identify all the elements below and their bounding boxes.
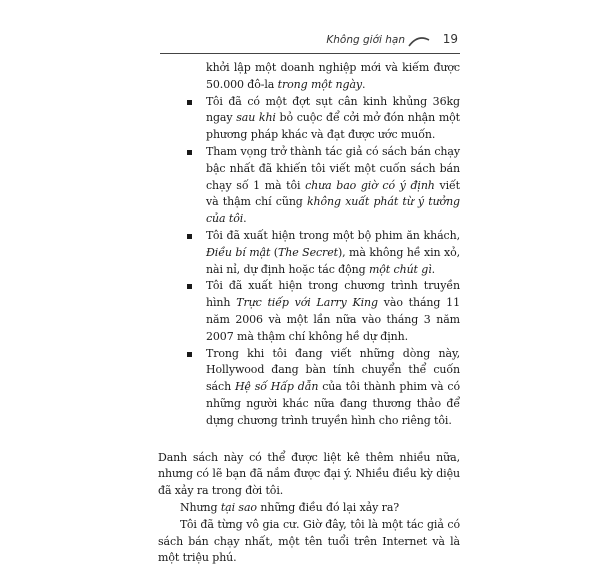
page-body [158, 60, 460, 567]
bullet-icon [187, 234, 192, 239]
header-rule [160, 53, 460, 54]
list-item: Trong khi tôi đang viết những dòng này, Hollywood đang bàn tính chuyển thể cuốn sách Hệ số Hấp dẫn của tôi thành phim và có những người khác nữa đang thương thảo để dựng chương trình truyền hình cho riêng tôi. [158, 346, 460, 430]
list-item: Tôi đã xuất hiện trong một bộ phim ăn khách, Điều bí mật (The Secret), mà không hề xin xỏ, nài nỉ, dự định hoặc tác động một chút gì. [158, 228, 460, 278]
bullet-icon [187, 284, 192, 289]
list-item: Tham vọng trở thành tác giả có sách bán chạy bậc nhất đã khiến tôi viết một cuốn sách bán chạy số 1 mà tôi chưa bao giờ có ý định viết và thậm chí cũng không xuất phát từ ý tưởng của tôi. [158, 144, 460, 228]
continuation-text: khởi lập một doanh nghiệp mới và kiếm được 50.000 đô-la trong một ngày. [206, 61, 460, 91]
swoosh-icon [408, 34, 430, 48]
paragraph-gap [158, 430, 460, 450]
bullet-icon [187, 352, 192, 357]
running-header [160, 30, 460, 54]
closing-paragraph-1: Danh sách này có thể được liệt kê thêm nhiều nữa, nhưng có lẽ bạn đã nắm được đại ý. Nhiều điều kỳ diệu đã xảy ra trong đời tôi. [158, 450, 460, 498]
bullet-icon [187, 100, 192, 105]
closing-paragraph-3: Tôi đã từng vô gia cư. Giờ đây, tôi là một tác giả có sách bán chạy nhất, một tên tuổi trên Internet và là một triệu phú. [158, 517, 460, 565]
achievements-list [158, 94, 460, 430]
list-item: Tôi đã có một đợt sụt cân kinh khủng 36kg ngay sau khi bỏ cuộc để cởi mở đón nhận một phương pháp khác và đạt được ước muốn. [158, 94, 460, 144]
book-title: Không giới hạn [326, 34, 405, 46]
list-item: Tôi đã xuất hiện trong chương trình truyền hình Trực tiếp với Larry King vào tháng 11 năm 2006 và một lần nữa vào tháng 3 năm 2007 mà thậm chí không hề dự định. [158, 278, 460, 345]
closing-paragraph-2: Nhưng tại sao những điều đó lại xảy ra? [180, 500, 400, 514]
bullet-icon [187, 150, 192, 155]
page-number: 19 [442, 32, 458, 46]
